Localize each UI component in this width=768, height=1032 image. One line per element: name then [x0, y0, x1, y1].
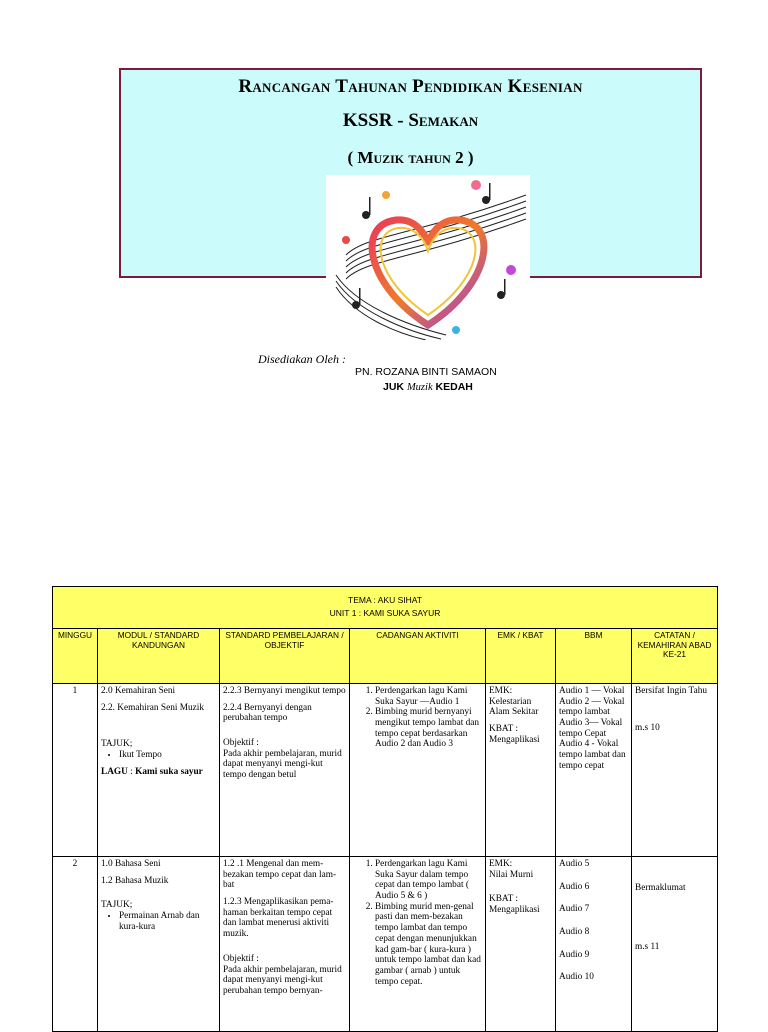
tajuk-item: • Permainan Arnab dan kura-kura — [119, 911, 216, 932]
sp-line: 2.2.4 Bernyanyi dengan perubahan tempo — [223, 702, 312, 724]
modul-cell — [98, 857, 220, 1032]
emk-value: Nilai Murni — [489, 869, 534, 880]
catatan-item: Bermaklumat — [635, 883, 686, 893]
kbat-value: Mengaplikasi — [489, 734, 540, 745]
emk-value: Kelestarian Alam Sekitar — [489, 696, 539, 718]
bbm-cell — [556, 857, 632, 1032]
modul-cell — [98, 684, 220, 857]
week-number: 2 — [53, 857, 98, 1032]
bbm-item: Audio 2 — Vokal tempo lambat — [559, 696, 625, 718]
catatan-item: m.s 11 — [635, 941, 660, 952]
unit-suffix: KEDAH — [435, 381, 473, 393]
bbm-item: Audio 9 — [559, 949, 590, 960]
tajuk-label: TAJUK; — [101, 900, 133, 911]
bbm-cell — [556, 684, 632, 857]
theme-title: TEMA : AKU SIHAT — [348, 595, 422, 606]
tajuk-item: • Ikut Tempo — [119, 750, 216, 761]
bbm-item: Audio 3— Vokal tempo Cepat — [559, 718, 623, 739]
bbm-item: Audio 1 — Vokal — [559, 686, 625, 696]
page-title: Rancangan Tahunan Pendidikan Kesenian — [238, 76, 583, 97]
activity-cell — [350, 857, 486, 1032]
activity-item: 2. Bimbing murid bernyanyi mengikut tempo lambat dan tempo cepat berdasarkan Audio 2 dan Audio 3 — [375, 707, 482, 750]
table-row — [53, 684, 718, 857]
preparer-name: PN. ROZANA BINTI SAMAON — [355, 366, 497, 378]
modul-line: 2.0 Kemahiran Seni — [101, 686, 176, 696]
col-standard-pembelajaran: STANDARD PEMBELAJARAN / OBJEKTIF — [220, 629, 350, 684]
emk-cell — [486, 857, 556, 1032]
week-number: 1 — [53, 684, 98, 857]
catatan-cell — [632, 684, 718, 857]
lagu-title: Kami suka sayur — [135, 766, 203, 777]
standard-cell — [220, 857, 350, 1032]
kbat-label: KBAT : — [489, 724, 519, 735]
table-row — [53, 857, 718, 1032]
objektif-label: Objektif : — [223, 953, 259, 964]
sp-line: 1.2 .1 Mengenal dan mem-bezakan tempo cepat dan lam-bat — [223, 859, 337, 891]
activity-cell — [350, 684, 486, 857]
objektif-label: Objektif : — [223, 738, 259, 749]
sp-line: 2.2.3 Bernyanyi mengikut tempo — [223, 686, 346, 696]
page-subject: ( Muzik tahun 2 ) — [347, 148, 474, 167]
yearly-plan-table — [52, 586, 718, 1032]
unit-italic: Muzik — [406, 382, 433, 393]
bbm-item: Audio 4 - Vokal tempo lambat dan tempo cepat — [559, 739, 626, 771]
activity-item: 2. Bimbing murid men-genal pasti dan mem-bezakan tempo lambat dan tempo cepat dengan menunjukkan kad gam-bar ( kura-kura ) untuk tempo lambat dan kad gambar ( arnab ) untuk tempo cepat. — [375, 902, 482, 988]
sp-line: 1.2.3 Mengaplikasikan pema-haman berkaitan tempo cepat dan lambat menerusi aktiviti muzik. — [223, 897, 334, 940]
modul-line: 1.2 Bahasa Muzik — [101, 875, 169, 886]
standard-cell — [220, 684, 350, 857]
emk-label: EMK: — [489, 686, 513, 696]
music-heart-illustration — [326, 175, 530, 340]
col-modul: MODUL / STANDARD KANDUNGAN — [98, 629, 220, 684]
objektif-text: Pada akhir pembelajaran, murid dapat menyanyi mengi-kut tempo dengan betul — [223, 748, 342, 781]
col-bbm: BBM — [556, 629, 632, 684]
activity-item: 1. Perdengarkan lagu Kami Suka Sayur dalam tempo cepat dan tempo lambat ( Audio 5 & 6 ) — [375, 859, 482, 902]
lagu-label: LAGU — [101, 766, 128, 777]
col-emk-kbat: EMK / KBAT — [486, 629, 556, 684]
col-catatan: CATATAN / KEMAHIRAN ABAD KE-21 — [632, 629, 718, 684]
prepared-by-label: Disediakan Oleh : — [258, 352, 346, 366]
unit-prefix: JUK — [383, 381, 405, 393]
modul-line: 1.0 Bahasa Seni — [101, 859, 161, 869]
col-cadangan-aktiviti: CADANGAN AKTIVITI — [350, 629, 486, 684]
lagu-line: LAGU : Kami suka sayur — [101, 766, 203, 777]
unit-title: UNIT 1 : KAMI SUKA SAYUR — [329, 608, 441, 618]
kbat-label: KBAT : — [489, 894, 519, 905]
modul-line: 2.2. Kemahiran Seni Muzik — [101, 702, 205, 713]
page-subtitle: KSSR - Semakan — [342, 110, 479, 131]
col-minggu: MINGGU — [53, 629, 98, 684]
table-header-row — [53, 629, 718, 684]
catatan-item: Bersifat Ingin Tahu — [635, 686, 707, 696]
emk-cell — [486, 684, 556, 857]
theme-header — [53, 587, 718, 629]
bbm-item: Audio 8 — [559, 927, 590, 938]
preparer-unit — [383, 381, 473, 393]
emk-label: EMK: — [489, 859, 513, 869]
kbat-value: Mengaplikasi — [489, 905, 540, 916]
tajuk-label: TAJUK; — [101, 739, 133, 750]
activity-item: 1. Perdengarkan lagu Kami Suka Sayur —Audio 1 — [375, 686, 482, 707]
bbm-item: Audio 10 — [559, 972, 594, 983]
bbm-item: Audio 5 — [559, 859, 590, 869]
catatan-cell — [632, 857, 718, 1032]
bbm-item: Audio 6 — [559, 881, 590, 892]
catatan-item: m.s 10 — [635, 722, 660, 733]
objektif-text: Pada akhir pembelajaran, murid dapat menyanyi mengi-kut perubahan tempo bernyan- — [223, 964, 342, 996]
bbm-item: Audio 7 — [559, 904, 590, 915]
